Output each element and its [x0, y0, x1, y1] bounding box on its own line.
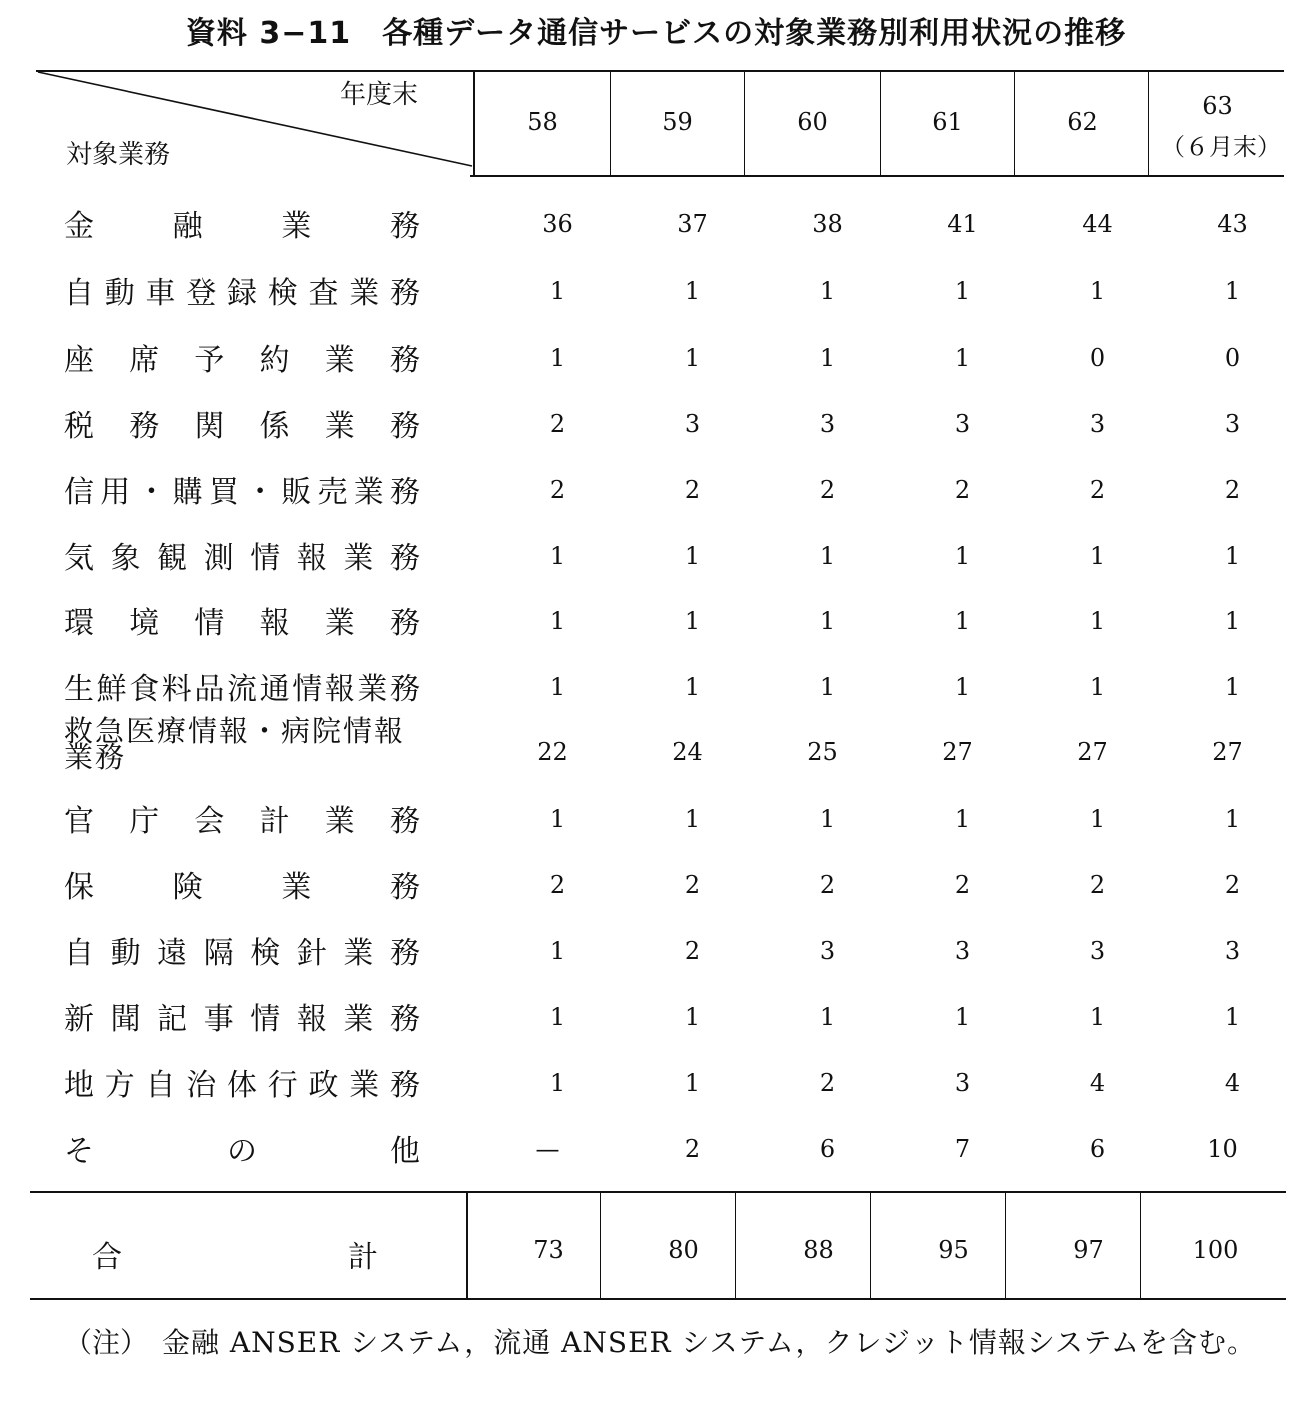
cell-value: 2 — [1089, 476, 1106, 504]
cell-value: 1 — [549, 805, 566, 833]
cell-value: 2 — [684, 937, 701, 965]
year-header-63: 63 — [1202, 92, 1233, 120]
total-value: 95 — [938, 1236, 969, 1264]
cell-value: 1 — [684, 805, 701, 833]
year-header-62: 62 — [1067, 108, 1098, 136]
cell-value: 1 — [1224, 805, 1241, 833]
cell-value: 1 — [954, 344, 971, 372]
cell-value: 27 — [1077, 738, 1108, 766]
cell-value: 2 — [819, 1069, 836, 1097]
year-header-61: 61 — [932, 108, 963, 136]
cell-value: 1 — [819, 1003, 836, 1031]
cell-value: 2 — [549, 410, 566, 438]
row-label: 官庁会計業務 — [64, 804, 420, 839]
year-header-58: 58 — [527, 108, 558, 136]
total-value: 88 — [803, 1236, 834, 1264]
cell-value: 0 — [1089, 344, 1106, 372]
total-col-divider — [466, 1192, 468, 1298]
row-label: 座席予約業務 — [64, 343, 420, 378]
cell-value: 2 — [819, 871, 836, 899]
cell-value: 1 — [684, 542, 701, 570]
cell-value: 1 — [819, 673, 836, 701]
year-header-60: 60 — [797, 108, 828, 136]
cell-value: 1 — [819, 607, 836, 635]
cell-value: 1 — [549, 542, 566, 570]
row-label: 金融業務 — [64, 209, 420, 244]
cell-value: 1 — [819, 542, 836, 570]
cell-value: 4 — [1224, 1069, 1241, 1097]
cell-value: 24 — [672, 738, 703, 766]
cell-value: 1 — [819, 277, 836, 305]
cell-value: 2 — [684, 871, 701, 899]
cell-value: 6 — [1089, 1135, 1106, 1163]
cell-value: 2 — [954, 871, 971, 899]
cell-value: 3 — [1089, 937, 1106, 965]
cell-value: 1 — [954, 607, 971, 635]
cell-value: 1 — [549, 607, 566, 635]
cell-value: 1 — [549, 1069, 566, 1097]
year-header-63-subnote: （６月末） — [1161, 133, 1281, 161]
row-label: 気象観測情報業務 — [64, 541, 420, 576]
cell-value: 1 — [684, 344, 701, 372]
cell-value: 1 — [954, 277, 971, 305]
cell-value: 1 — [1089, 542, 1106, 570]
cell-value: 1 — [549, 344, 566, 372]
row-label: 税務関係業務 — [64, 409, 420, 444]
table-title: 資料 3−11 各種データ通信サービスの対象業務別利用状況の推移 — [185, 16, 1127, 51]
total-label-left: 合 — [92, 1240, 122, 1275]
cell-value: 1 — [954, 542, 971, 570]
row-label: 環境情報業務 — [64, 606, 420, 641]
cell-value: 1 — [684, 1003, 701, 1031]
cell-value: 1 — [684, 607, 701, 635]
cell-value: 3 — [684, 410, 701, 438]
cell-value: 2 — [819, 476, 836, 504]
footnote-tag: （注） — [64, 1326, 149, 1359]
cell-value: 2 — [1224, 871, 1241, 899]
cell-value: 1 — [684, 673, 701, 701]
total-label-right: 計 — [348, 1240, 378, 1275]
cell-value: 1 — [684, 277, 701, 305]
cell-value: 27 — [1212, 738, 1243, 766]
row-label: 地方自治体行政業務 — [64, 1068, 420, 1103]
row-label: 救急医療情報・病院情報業務 — [64, 714, 406, 774]
header-fiscal-year-end-label: 年度末 — [340, 80, 419, 110]
cell-value: 1 — [549, 673, 566, 701]
header-bottom-rule — [470, 175, 1284, 177]
total-value: 80 — [668, 1236, 699, 1264]
cell-value: 1 — [1224, 542, 1241, 570]
total-value: 73 — [533, 1236, 564, 1264]
cell-value: 0 — [1224, 344, 1241, 372]
header-target-business-label: 対象業務 — [66, 140, 171, 170]
row-label: 自動車登録検査業務 — [64, 276, 420, 311]
footnote — [64, 1318, 1284, 1368]
cell-value: 3 — [819, 410, 836, 438]
cell-value: 4 — [1089, 1069, 1106, 1097]
cell-value: 2 — [1224, 476, 1241, 504]
cell-value: 1 — [1224, 277, 1241, 305]
cell-value: 10 — [1207, 1135, 1238, 1163]
cell-value: 2 — [549, 871, 566, 899]
row-label: 自動遠隔検針業務 — [64, 936, 420, 971]
cell-value: 22 — [537, 738, 568, 766]
cell-value: 6 — [819, 1135, 836, 1163]
cell-value: 37 — [677, 210, 708, 238]
cell-value: 1 — [684, 1069, 701, 1097]
total-value: 100 — [1192, 1236, 1239, 1264]
bottom-rule — [30, 1298, 1286, 1300]
row-label: 保険業務 — [64, 870, 420, 905]
row-label: 生鮮食料品流通情報業務 — [64, 672, 420, 707]
footnote-text: 金融 ANSER システム，流通 ANSER システム，クレジット情報システムを含む。 — [162, 1326, 1257, 1359]
cell-value: 1 — [1089, 805, 1106, 833]
total-value: 97 — [1073, 1236, 1104, 1264]
cell-value: 41 — [947, 210, 978, 238]
cell-value: 1 — [819, 344, 836, 372]
cell-value: 1 — [1224, 1003, 1241, 1031]
cell-value: 25 — [807, 738, 838, 766]
cell-value: 3 — [954, 410, 971, 438]
cell-value: 3 — [819, 937, 836, 965]
cell-value: 3 — [954, 937, 971, 965]
cell-value: — — [535, 1135, 560, 1163]
cell-value: 7 — [954, 1135, 971, 1163]
cell-value: 1 — [1089, 607, 1106, 635]
row-label: 新聞記事情報業務 — [64, 1002, 420, 1037]
cell-value: 1 — [1224, 673, 1241, 701]
cell-value: 1 — [1224, 607, 1241, 635]
year-header-59: 59 — [662, 108, 693, 136]
cell-value: 44 — [1082, 210, 1113, 238]
cell-value: 38 — [812, 210, 843, 238]
cell-value: 1 — [1089, 673, 1106, 701]
cell-value: 1 — [549, 937, 566, 965]
cell-value: 27 — [942, 738, 973, 766]
cell-value: 2 — [954, 476, 971, 504]
cell-value: 1 — [549, 277, 566, 305]
cell-value: 3 — [1089, 410, 1106, 438]
cell-value: 1 — [954, 1003, 971, 1031]
cell-value: 3 — [1224, 410, 1241, 438]
cell-value: 1 — [819, 805, 836, 833]
cell-value: 2 — [1089, 871, 1106, 899]
cell-value: 2 — [684, 476, 701, 504]
total-top-rule — [30, 1191, 1286, 1193]
cell-value: 1 — [1089, 277, 1106, 305]
row-label: 信用・購買・販売業務 — [64, 475, 420, 510]
cell-value: 3 — [1224, 937, 1241, 965]
cell-value: 1 — [954, 673, 971, 701]
cell-value: 1 — [549, 1003, 566, 1031]
cell-value: 36 — [542, 210, 573, 238]
cell-value: 43 — [1217, 210, 1248, 238]
cell-value: 1 — [954, 805, 971, 833]
row-label: その他 — [64, 1134, 420, 1169]
cell-value: 3 — [954, 1069, 971, 1097]
cell-value: 2 — [549, 476, 566, 504]
cell-value: 1 — [1089, 1003, 1106, 1031]
cell-value: 2 — [684, 1135, 701, 1163]
